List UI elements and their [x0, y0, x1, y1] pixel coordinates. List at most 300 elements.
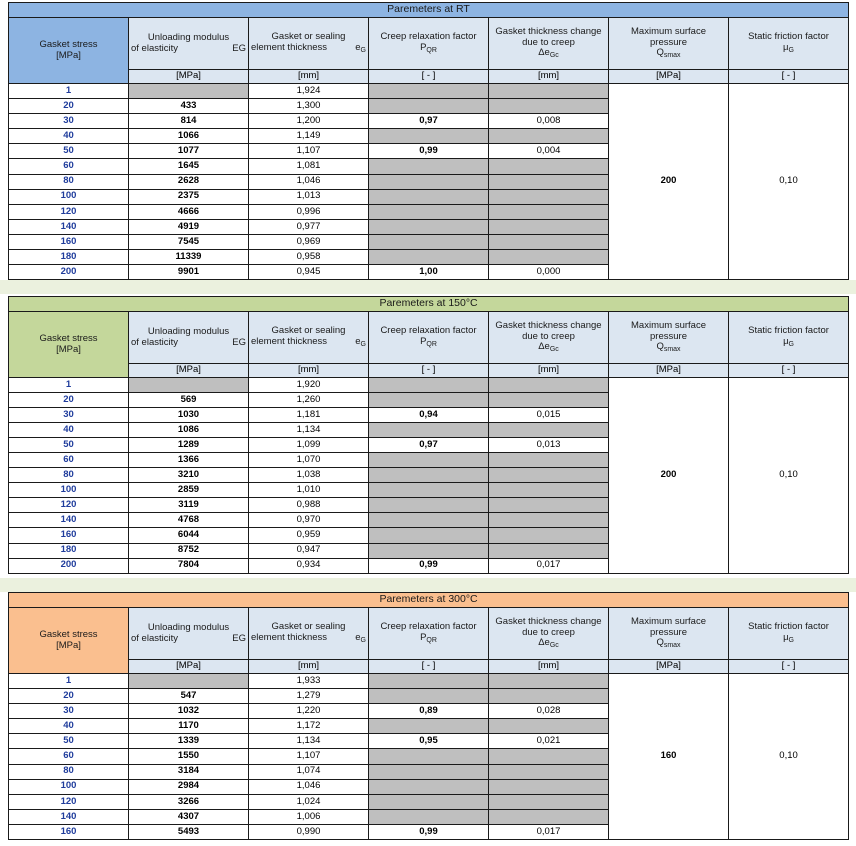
header-line: Static friction factor [748, 325, 829, 337]
symbol-subscript: G [788, 46, 794, 54]
thickness-change-cell: 0,017 [489, 824, 609, 839]
creep-relaxation-header [369, 312, 489, 364]
creep-relaxation-cell: 0,99 [369, 144, 489, 159]
thickness-change-cell [489, 393, 609, 408]
header-line: Creep relaxation factor [380, 325, 477, 337]
symbol-subscript: G [360, 636, 366, 644]
unloading-modulus-cell: 3266 [129, 794, 249, 809]
table-row [9, 674, 849, 689]
thickness-cell: 0,988 [249, 498, 369, 513]
gasket-stress-cell: 100 [9, 483, 129, 498]
unloading-modulus-cell: 4768 [129, 513, 249, 528]
gasket-stress-header [9, 608, 129, 674]
unit-cell: [mm] [249, 70, 369, 84]
unit-cell: [MPa] [129, 70, 249, 84]
gasket-stress-cell: 20 [9, 689, 129, 704]
unloading-modulus-cell: 1366 [129, 453, 249, 468]
thickness-change-cell [489, 543, 609, 558]
symbol-main: P [420, 335, 427, 347]
symbol-subscript: smax [663, 642, 681, 650]
symbol-subscript: smax [663, 346, 681, 354]
table-row [9, 378, 849, 393]
gasket-stress-cell: 200 [9, 558, 129, 573]
header-symbol [489, 638, 608, 650]
thickness-cell: 1,024 [249, 794, 369, 809]
header-line: Creep relaxation factor [380, 621, 477, 633]
unit-cell: [ - ] [369, 364, 489, 378]
gasket-stress-cell: 160 [9, 528, 129, 543]
unit-cell: [ - ] [369, 70, 489, 84]
thickness-cell: 1,220 [249, 704, 369, 719]
thickness-change-cell [489, 174, 609, 189]
gasket-stress-header [9, 312, 129, 378]
unloading-modulus-cell: 1645 [129, 159, 249, 174]
header-line: pressure [650, 330, 687, 342]
table-row [9, 84, 849, 99]
creep-relaxation-cell [369, 189, 489, 204]
header-line: Gasket stress [39, 39, 98, 51]
max-surface-pressure-header [609, 608, 729, 660]
creep-relaxation-cell [369, 174, 489, 189]
thickness-change-cell: 0,000 [489, 265, 609, 280]
gasket-stress-cell: 80 [9, 174, 129, 189]
unloading-modulus-cell [129, 378, 249, 393]
header-line: of elasticity [131, 42, 178, 54]
gasket-stress-cell: 160 [9, 824, 129, 839]
thickness-cell: 0,970 [249, 513, 369, 528]
unloading-modulus-header [129, 608, 249, 660]
thickness-change-cell: 0,015 [489, 408, 609, 423]
thickness-change-header [489, 608, 609, 660]
thickness-change-cell [489, 674, 609, 689]
header-line: Unloading modulus [147, 326, 230, 338]
symbol-main: Q [656, 47, 664, 59]
symbol-main: Q [656, 341, 664, 353]
header-symbol [609, 48, 728, 60]
max-surface-pressure-header [609, 312, 729, 364]
symbol-subscript: Gc [549, 346, 559, 354]
static-friction-value: 0,10 [729, 84, 849, 280]
creep-relaxation-cell: 0,89 [369, 704, 489, 719]
thickness-change-cell [489, 483, 609, 498]
thickness-change-cell [489, 794, 609, 809]
thickness-change-header [489, 312, 609, 364]
gasket-stress-cell: 20 [9, 393, 129, 408]
gasket-stress-cell: 40 [9, 719, 129, 734]
table-title: Paremeters at RT [9, 3, 849, 18]
thickness-cell: 1,149 [249, 129, 369, 144]
header-line [249, 337, 368, 349]
unit-cell: [mm] [489, 364, 609, 378]
header-line: of elasticity [131, 632, 178, 644]
thickness-change-cell [489, 689, 609, 704]
creep-relaxation-cell: 1,00 [369, 265, 489, 280]
thickness-cell: 1,134 [249, 423, 369, 438]
header-line: of elasticity [131, 336, 178, 348]
creep-relaxation-cell [369, 513, 489, 528]
table-title: Paremeters at 150°C [9, 297, 849, 312]
unloading-modulus-cell: 3210 [129, 468, 249, 483]
unloading-modulus-cell: 569 [129, 393, 249, 408]
header-line: Static friction factor [748, 31, 829, 43]
unit-cell: [MPa] [609, 660, 729, 674]
header-symbol [355, 337, 366, 349]
gasket-stress-cell: 40 [9, 423, 129, 438]
unit-cell: [mm] [489, 70, 609, 84]
unloading-modulus-cell: 4307 [129, 809, 249, 824]
thickness-cell: 1,081 [249, 159, 369, 174]
unit-cell: [MPa] [609, 364, 729, 378]
unloading-modulus-cell: 2984 [129, 779, 249, 794]
symbol-main: Δe [538, 47, 550, 59]
gasket-stress-cell: 50 [9, 734, 129, 749]
thickness-cell: 1,099 [249, 438, 369, 453]
gasket-stress-cell: 60 [9, 749, 129, 764]
gasket-stress-cell: 180 [9, 250, 129, 265]
creep-relaxation-cell [369, 483, 489, 498]
unloading-modulus-header [129, 18, 249, 70]
creep-relaxation-header [369, 18, 489, 70]
header-symbol: EG [232, 336, 246, 348]
unit-cell: [MPa] [129, 660, 249, 674]
header-line: Static friction factor [748, 621, 829, 633]
symbol-main: μ [783, 41, 789, 53]
creep-relaxation-cell [369, 468, 489, 483]
thickness-change-cell [489, 250, 609, 265]
creep-relaxation-cell [369, 234, 489, 249]
gasket-stress-cell: 60 [9, 159, 129, 174]
symbol-subscript: Gc [549, 52, 559, 60]
thickness-cell: 1,010 [249, 483, 369, 498]
header-line: Maximum surface [631, 26, 706, 38]
symbol-subscript: QR [426, 340, 437, 348]
unloading-modulus-cell: 11339 [129, 250, 249, 265]
unloading-modulus-cell [129, 84, 249, 99]
thickness-cell: 1,181 [249, 408, 369, 423]
thickness-change-cell [489, 423, 609, 438]
thickness-cell: 1,046 [249, 779, 369, 794]
header-line: Gasket or sealing [271, 325, 346, 337]
header-symbol [369, 633, 488, 645]
thickness-cell: 0,945 [249, 265, 369, 280]
header-symbol [369, 43, 488, 55]
gasket-stress-cell: 120 [9, 794, 129, 809]
header-line: Creep relaxation factor [380, 31, 477, 43]
max-surface-pressure-value: 200 [609, 378, 729, 574]
unit-row [9, 70, 849, 84]
creep-relaxation-cell: 0,97 [369, 438, 489, 453]
unit-cell: [mm] [249, 660, 369, 674]
thickness-cell: 1,260 [249, 393, 369, 408]
thickness-change-cell [489, 129, 609, 144]
unloading-modulus-cell: 4666 [129, 204, 249, 219]
unloading-modulus-cell: 1550 [129, 749, 249, 764]
unloading-modulus-cell: 433 [129, 99, 249, 114]
gasket-stress-cell: 120 [9, 498, 129, 513]
symbol-main: μ [783, 335, 789, 347]
thickness-change-cell [489, 528, 609, 543]
creep-relaxation-cell [369, 809, 489, 824]
parameter-table [8, 296, 849, 574]
creep-relaxation-cell [369, 99, 489, 114]
thickness-cell: 0,969 [249, 234, 369, 249]
unloading-modulus-cell: 4919 [129, 219, 249, 234]
unloading-modulus-cell: 1032 [129, 704, 249, 719]
gasket-stress-cell: 140 [9, 513, 129, 528]
thickness-change-header [489, 18, 609, 70]
header-line: Unloading modulus [147, 622, 230, 634]
symbol-main: Q [656, 637, 664, 649]
unloading-modulus-cell: 1289 [129, 438, 249, 453]
header-line: pressure [650, 626, 687, 638]
gasket-stress-cell: 30 [9, 704, 129, 719]
thickness-change-cell [489, 453, 609, 468]
creep-relaxation-cell [369, 159, 489, 174]
gasket-stress-cell: 1 [9, 674, 129, 689]
header-line: Maximum surface [631, 320, 706, 332]
unit-cell: [ - ] [729, 364, 849, 378]
gasket-stress-cell: 1 [9, 84, 129, 99]
gasket-stress-cell: 100 [9, 189, 129, 204]
unloading-modulus-cell: 8752 [129, 543, 249, 558]
thickness-cell: 1,279 [249, 689, 369, 704]
creep-relaxation-cell [369, 250, 489, 265]
thickness-change-cell [489, 498, 609, 513]
unloading-modulus-cell: 1086 [129, 423, 249, 438]
header-symbol: EG [232, 632, 246, 644]
static-friction-header [729, 18, 849, 70]
thickness-cell: 1,300 [249, 99, 369, 114]
gasket-stress-cell: 30 [9, 114, 129, 129]
column-header-row [9, 608, 849, 660]
thickness-header [249, 18, 369, 70]
header-line [129, 634, 248, 644]
gasket-stress-cell: 40 [9, 129, 129, 144]
symbol-subscript: QR [426, 636, 437, 644]
thickness-cell: 0,958 [249, 250, 369, 265]
gasket-stress-cell: 50 [9, 144, 129, 159]
thickness-cell: 1,074 [249, 764, 369, 779]
creep-relaxation-cell [369, 674, 489, 689]
unloading-modulus-cell: 1077 [129, 144, 249, 159]
gasket-stress-cell: 160 [9, 234, 129, 249]
unloading-modulus-cell: 814 [129, 114, 249, 129]
creep-relaxation-cell [369, 719, 489, 734]
symbol-subscript: smax [663, 52, 681, 60]
gasket-stress-cell: 60 [9, 453, 129, 468]
unloading-modulus-cell: 7545 [129, 234, 249, 249]
thickness-change-cell [489, 99, 609, 114]
header-line: Gasket thickness change [495, 26, 602, 38]
header-symbol [355, 43, 366, 55]
gasket-stress-cell: 1 [9, 378, 129, 393]
unloading-modulus-cell: 6044 [129, 528, 249, 543]
table-title-row [9, 593, 849, 608]
column-header-row [9, 18, 849, 70]
creep-relaxation-cell [369, 794, 489, 809]
thickness-change-cell [489, 219, 609, 234]
unit-row [9, 364, 849, 378]
thickness-change-cell: 0,021 [489, 734, 609, 749]
thickness-cell: 1,107 [249, 749, 369, 764]
thickness-cell: 1,006 [249, 809, 369, 824]
thickness-change-cell: 0,004 [489, 144, 609, 159]
unloading-modulus-cell: 2375 [129, 189, 249, 204]
header-line: due to creep [522, 330, 575, 342]
thickness-change-cell [489, 378, 609, 393]
creep-relaxation-cell: 0,94 [369, 408, 489, 423]
header-line: element thickness [251, 631, 328, 643]
header-symbol [609, 638, 728, 650]
parameter-table [8, 592, 849, 840]
thickness-cell: 1,172 [249, 719, 369, 734]
static-friction-value: 0,10 [729, 378, 849, 574]
thickness-change-cell [489, 234, 609, 249]
unloading-modulus-cell: 1066 [129, 129, 249, 144]
creep-relaxation-cell [369, 219, 489, 234]
thickness-change-cell: 0,017 [489, 558, 609, 573]
thickness-change-cell [489, 779, 609, 794]
gasket-stress-cell: 80 [9, 468, 129, 483]
header-line: element thickness [251, 335, 328, 347]
creep-relaxation-cell: 0,99 [369, 558, 489, 573]
unloading-modulus-header [129, 312, 249, 364]
header-symbol [489, 48, 608, 60]
creep-relaxation-cell [369, 528, 489, 543]
unit-cell: [ - ] [729, 70, 849, 84]
symbol-main: Δe [538, 637, 550, 649]
thickness-change-cell [489, 189, 609, 204]
unloading-modulus-cell: 1339 [129, 734, 249, 749]
thickness-cell: 1,038 [249, 468, 369, 483]
unloading-modulus-cell: 1170 [129, 719, 249, 734]
symbol-subscript: G [360, 340, 366, 348]
header-symbol [609, 342, 728, 354]
gasket-stress-cell: 180 [9, 543, 129, 558]
table-title-row [9, 297, 849, 312]
symbol-subscript: G [788, 636, 794, 644]
thickness-cell: 1,933 [249, 674, 369, 689]
unloading-modulus-cell: 1030 [129, 408, 249, 423]
thickness-change-cell [489, 749, 609, 764]
thickness-change-cell [489, 468, 609, 483]
unit-cell: [MPa] [129, 364, 249, 378]
header-unit: [MPa] [56, 343, 81, 355]
gasket-stress-cell: 80 [9, 764, 129, 779]
symbol-main: μ [783, 631, 789, 643]
unloading-modulus-cell: 2859 [129, 483, 249, 498]
creep-relaxation-cell: 0,99 [369, 824, 489, 839]
max-surface-pressure-value: 200 [609, 84, 729, 280]
creep-relaxation-cell [369, 204, 489, 219]
header-symbol [729, 633, 848, 645]
header-symbol [489, 342, 608, 354]
unit-cell: [ - ] [369, 660, 489, 674]
static-friction-header [729, 608, 849, 660]
thickness-cell: 0,947 [249, 543, 369, 558]
table-title: Paremeters at 300°C [9, 593, 849, 608]
thickness-change-cell [489, 719, 609, 734]
thickness-change-cell [489, 513, 609, 528]
thickness-cell: 1,013 [249, 189, 369, 204]
thickness-cell: 1,200 [249, 114, 369, 129]
creep-relaxation-cell [369, 393, 489, 408]
thickness-change-cell [489, 764, 609, 779]
thickness-change-cell: 0,013 [489, 438, 609, 453]
symbol-main: Δe [538, 341, 550, 353]
symbol-main: e [355, 41, 361, 53]
creep-relaxation-cell [369, 84, 489, 99]
gasket-stress-cell: 140 [9, 219, 129, 234]
unit-cell: [mm] [489, 660, 609, 674]
unit-cell: [mm] [249, 364, 369, 378]
column-header-row [9, 312, 849, 364]
gasket-stress-cell: 100 [9, 779, 129, 794]
header-line: Gasket thickness change [495, 320, 602, 332]
thickness-change-cell [489, 159, 609, 174]
thickness-cell: 1,924 [249, 84, 369, 99]
creep-relaxation-cell [369, 498, 489, 513]
thickness-change-cell: 0,008 [489, 114, 609, 129]
gasket-stress-cell: 200 [9, 265, 129, 280]
header-line [129, 44, 248, 54]
header-line: Maximum surface [631, 616, 706, 628]
header-symbol [729, 43, 848, 55]
symbol-main: P [420, 41, 427, 53]
table-title-row [9, 3, 849, 18]
creep-relaxation-cell [369, 689, 489, 704]
thickness-change-cell [489, 84, 609, 99]
header-line: Gasket or sealing [271, 31, 346, 43]
unit-cell: [MPa] [609, 70, 729, 84]
separator-band [0, 578, 856, 592]
header-line [129, 338, 248, 348]
header-line: due to creep [522, 36, 575, 48]
thickness-cell: 1,070 [249, 453, 369, 468]
creep-relaxation-cell [369, 779, 489, 794]
thickness-change-cell [489, 809, 609, 824]
max-surface-pressure-header [609, 18, 729, 70]
symbol-subscript: QR [426, 46, 437, 54]
header-line: Gasket stress [39, 629, 98, 641]
gasket-stress-cell: 50 [9, 438, 129, 453]
gasket-stress-cell: 140 [9, 809, 129, 824]
header-line: Gasket or sealing [271, 621, 346, 633]
header-line: element thickness [251, 41, 328, 53]
symbol-subscript: G [360, 46, 366, 54]
static-friction-header [729, 312, 849, 364]
unit-row [9, 660, 849, 674]
unloading-modulus-cell: 3184 [129, 764, 249, 779]
thickness-cell: 1,134 [249, 734, 369, 749]
thickness-cell: 1,046 [249, 174, 369, 189]
unloading-modulus-cell: 9901 [129, 265, 249, 280]
header-line: Gasket thickness change [495, 616, 602, 628]
gasket-stress-cell: 120 [9, 204, 129, 219]
thickness-cell: 1,920 [249, 378, 369, 393]
thickness-header [249, 312, 369, 364]
creep-relaxation-cell [369, 423, 489, 438]
creep-relaxation-cell [369, 749, 489, 764]
header-symbol: EG [232, 42, 246, 54]
thickness-change-cell: 0,028 [489, 704, 609, 719]
thickness-cell: 0,990 [249, 824, 369, 839]
creep-relaxation-cell: 0,97 [369, 114, 489, 129]
unloading-modulus-cell: 7804 [129, 558, 249, 573]
header-unit: [MPa] [56, 49, 81, 61]
unloading-modulus-cell: 547 [129, 689, 249, 704]
thickness-header [249, 608, 369, 660]
